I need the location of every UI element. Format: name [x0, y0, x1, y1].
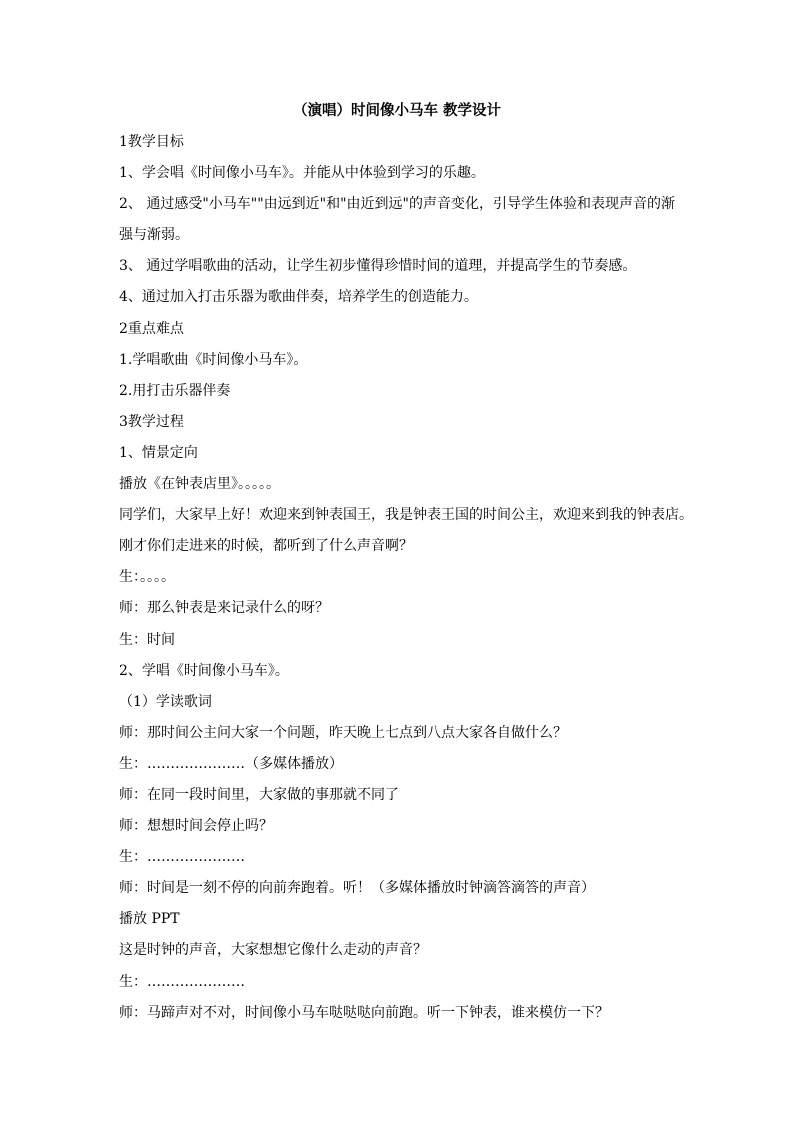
paragraph-line: 这是时钟的声音，大家想想它像什么走动的声音？ — [119, 942, 427, 959]
dialogue-line: 师：想想时间会停止吗？ — [119, 818, 273, 835]
dialogue-line: 生：时间 — [119, 631, 175, 648]
dialogue-line: 生：………………… — [119, 973, 245, 990]
paragraph-line: 播放《在钟表店里》。。。。。 — [119, 476, 280, 493]
goal-item-4: 4、通过加入打击乐器为歌曲伴奏，培养学生的创造能力。 — [119, 289, 478, 306]
heading-teaching-goals: 1教学目标 — [119, 134, 184, 150]
paragraph-line: 播放 PPT — [119, 911, 180, 928]
document-title: （演唱）时间像小马车 教学设计 — [292, 102, 502, 119]
dialogue-line: 师：那么钟表是来记录什么的呀？ — [119, 600, 329, 617]
heading-teaching-process: 3教学过程 — [119, 413, 184, 430]
goal-item-2: 2、 通过感受"小马车""由远到近"和"由近到远"的声音变化，引导学生体验和表现声音的渐 — [119, 196, 675, 213]
goal-item-2-continued: 强与渐弱。 — [119, 227, 189, 244]
paragraph-line: 刚才你们走进来的时候，都听到了什么声音啊？ — [119, 538, 413, 555]
key-point-1: 1.学唱歌曲《时间像小马车》。 — [119, 351, 308, 368]
heading-key-points: 2重点难点 — [119, 320, 184, 337]
key-point-2: 2.用打击乐器伴奏 — [119, 382, 231, 399]
process-step-2: 2、学唱《时间像小马车》。 — [119, 662, 289, 679]
paragraph-line: 同学们，大家早上好！欢迎来到钟表国王，我是钟表王国的时间公主，欢迎来到我的钟表店。 — [119, 507, 693, 524]
dialogue-line: 师：时间是一刻不停的向前奔跑着。听！（多媒体播放时钟滴答滴答的声音） — [119, 880, 595, 897]
dialogue-line: 生：。。。。 — [119, 569, 175, 586]
goal-item-1: 1、学会唱《时间像小马车》。并能从中体验到学习的乐趣。 — [119, 165, 485, 182]
process-step-1: 1、情景定向 — [119, 444, 198, 461]
dialogue-line: 生：………………… — [119, 849, 245, 866]
dialogue-line: 师：那时间公主问大家一个问题，昨天晚上七点到八点大家各自做什么？ — [119, 724, 567, 741]
dialogue-line: 师：在同一段时间里，大家做的事那就不同了 — [119, 786, 399, 803]
goal-item-3: 3、 通过学唱歌曲的活动，让学生初步懂得珍惜时间的道理，并提高学生的节奏感。 — [119, 258, 637, 275]
sub-step-heading: （1）学读歌词 — [119, 693, 212, 710]
dialogue-line: 生：…………………（多媒体播放） — [119, 755, 343, 772]
document-body — [119, 131, 693, 1033]
dialogue-line: 师：马蹄声对不对，时间像小马车哒哒哒向前跑。听一下钟表，谁来模仿一下？ — [119, 1004, 609, 1021]
